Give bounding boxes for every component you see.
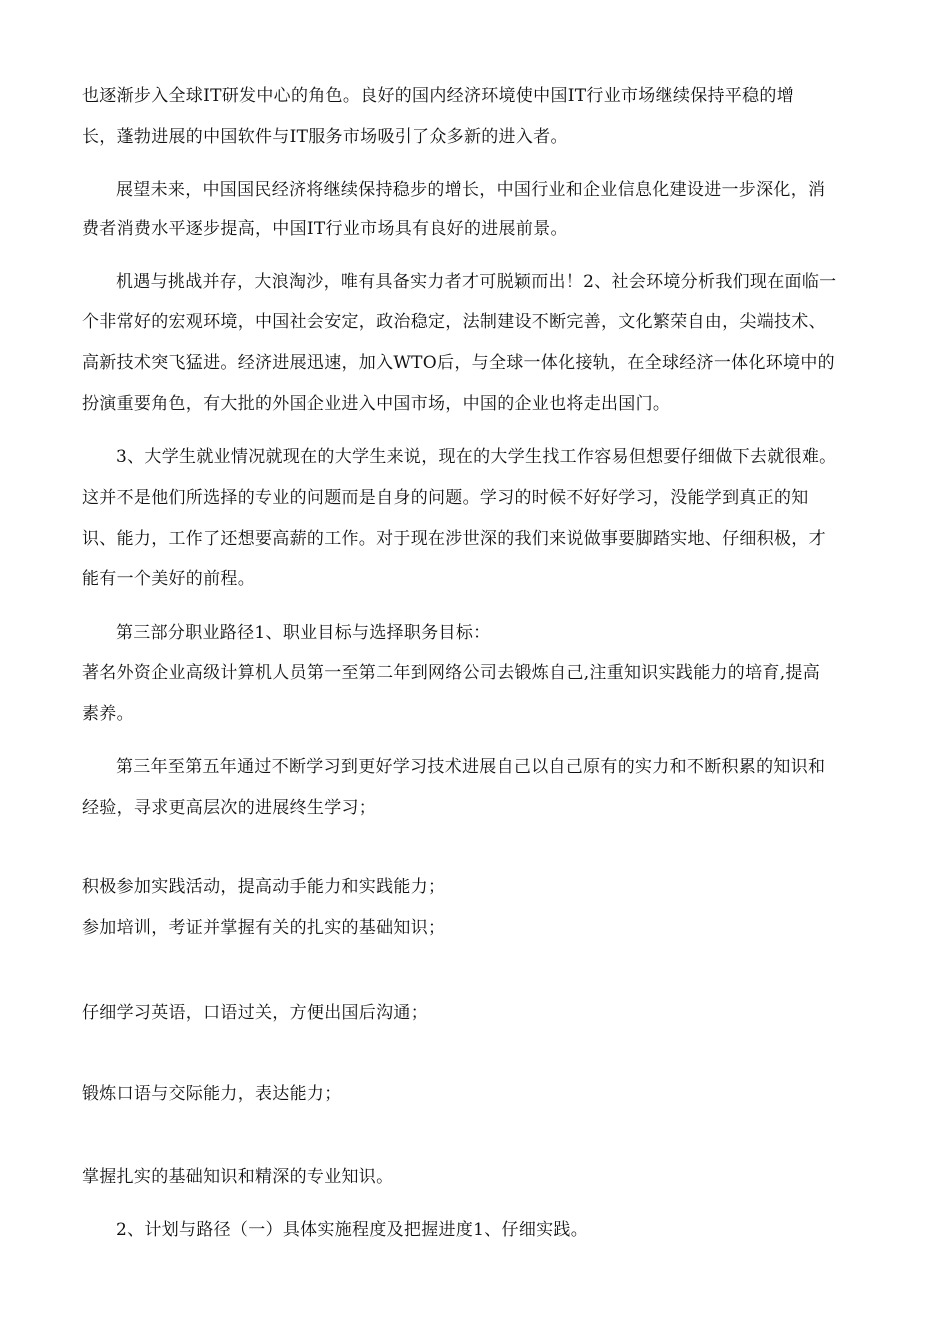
section-heading: 第三部分职业路径1、职业目标与选择职务目标：	[116, 623, 491, 643]
paragraph-line: 著名外资企业高级计算机人员第一至第二年到网络公司去锻炼自己,注重知识实践能力的培育,提高	[82, 663, 821, 683]
paragraph-line: 素养。	[82, 704, 134, 724]
section-heading: 2、计划与路径（一）具体实施程度及把握进度1、仔细实践。	[116, 1220, 589, 1240]
paragraph-line: 能有一个美好的前程。	[82, 569, 255, 589]
paragraph-line: 也逐渐步入全球IT研发中心的角色。良好的国内经济环境使中国IT行业市场继续保持平稳的增	[82, 86, 795, 106]
paragraph-line: 这并不是他们所选择的专业的问题而是自身的问题。学习的时候不好好学习，没能学到真正的知	[82, 488, 809, 508]
list-item: 仔细学习英语，口语过关，方便出国后沟通；	[82, 1003, 428, 1023]
list-item: 锻炼口语与交际能力，表达能力；	[82, 1084, 342, 1104]
list-item: 积极参加实践活动，提高动手能力和实践能力；	[82, 877, 446, 897]
paragraph-line: 识、能力，工作了还想要高薪的工作。对于现在涉世深的我们来说做事要脚踏实地、仔细积极，才	[82, 529, 826, 549]
list-item: 参加培训，考证并掌握有关的扎实的基础知识；	[82, 918, 446, 938]
paragraph-line: 高新技术突飞猛进。经济进展迅速，加入WTO后，与全球一体化接轨，在全球经济一体化环境中的	[82, 353, 835, 373]
paragraph-line: 费者消费水平逐步提高，中国IT行业市场具有良好的进展前景。	[82, 219, 568, 239]
paragraph-line: 扮演重要角色，有大批的外国企业进入中国市场，中国的企业也将走出国门。	[82, 394, 671, 414]
list-item: 掌握扎实的基础知识和精深的专业知识。	[82, 1167, 394, 1187]
paragraph-line: 长，蓬勃进展的中国软件与IT服务市场吸引了众多新的进入者。	[82, 127, 568, 147]
paragraph-line: 第三年至第五年通过不断学习到更好学习技术进展自己以自己原有的实力和不断积累的知识和	[116, 757, 826, 777]
paragraph-line: 个非常好的宏观环境，中国社会安定，政治稳定，法制建设不断完善，文化繁荣自由，尖端技术、	[82, 312, 826, 332]
paragraph-line: 3、大学生就业情况就现在的大学生来说，现在的大学生找工作容易但想要仔细做下去就很难。	[116, 447, 837, 467]
paragraph-line: 经验，寻求更高层次的进展终生学习；	[82, 798, 377, 818]
paragraph-line: 机遇与挑战并存，大浪淘沙，唯有具备实力者才可脱颖而出！2、社会环境分析我们现在面临一	[116, 272, 837, 292]
paragraph-line: 展望未来，中国国民经济将继续保持稳步的增长，中国行业和企业信息化建设进一步深化，消	[116, 180, 826, 200]
